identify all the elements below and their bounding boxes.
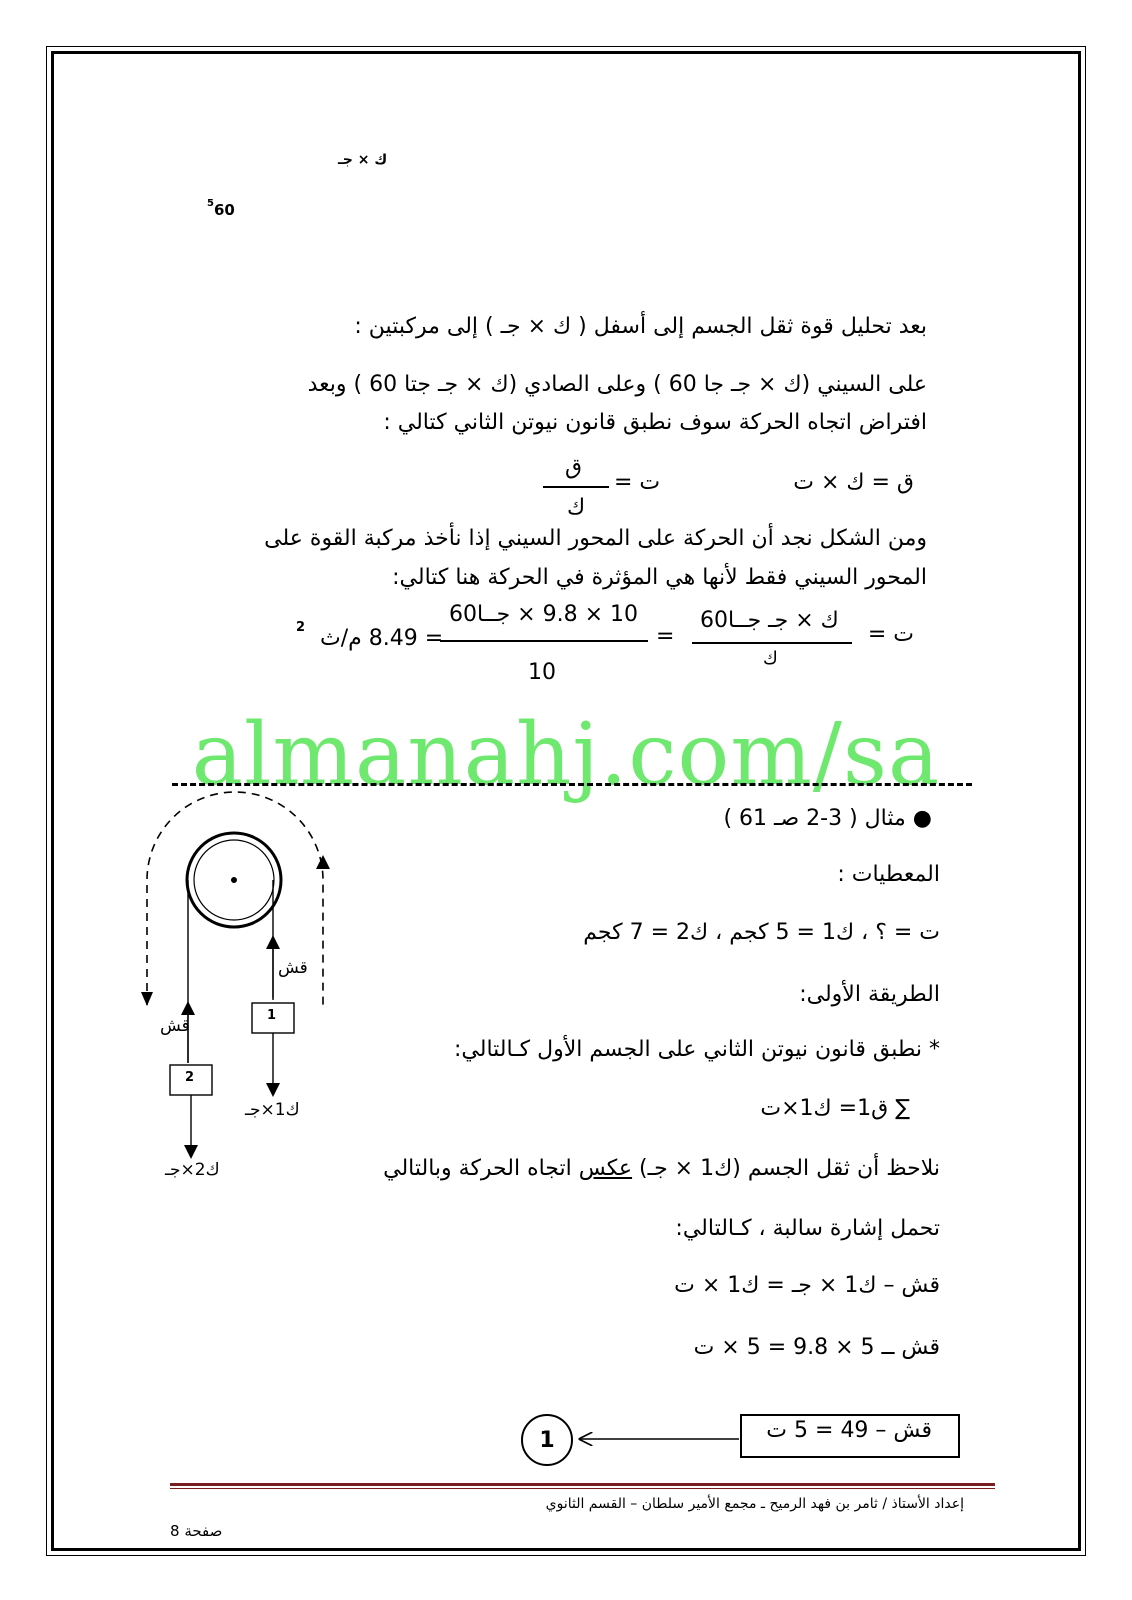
eq2-den1: ك [763,648,778,669]
paragraph-components-line1: على السيني (ك × جـ جا 60 ) وعلى الصادي (ك × جـ جتا 60 ) وبعد [307,372,927,397]
top-formula: ك × جـ [338,152,388,168]
equation-a: قش – ك1 × جـ = ك1 × ت [674,1273,940,1298]
footer-rule-thin [170,1488,995,1489]
motion-arrow-head-left [141,992,153,1006]
note-part-b: اتجاه الحركة وبالتالي [383,1156,579,1181]
pulley-axle [231,877,237,883]
paragraph-x-axis-line1: ومن الشكل نجد أن الحركة على المحور السيني إذا نأخذ مركبة القوة على [264,526,927,551]
eq2-num2: 10 × 9.8 × جــا60 [449,602,639,627]
eq2-den2: 10 [528,660,556,685]
box2-label: 2 [185,1070,195,1085]
eq2-equals: = [656,624,675,649]
weight-label-1: ك1×جـ [245,1100,300,1120]
paragraph-resolve-weight: بعد تحليل قوة ثقل الجسم إلى أسفل ( ك × جـ ) إلى مركبتين : [354,314,927,339]
method-label: الطريقة الأولى: [799,982,940,1007]
paragraph-x-axis-line2: المحور السيني فقط لأنها هي المؤثرة في الحركة هنا كتالي: [392,565,927,590]
motion-arrow-head-top [316,855,330,869]
bullet-icon: ● [905,806,932,831]
eq1-denominator: ك [567,495,586,520]
equation-b: قش ــ 5 × 9.8 = 5 × ت [693,1335,940,1360]
accel-prefix: ت = [614,470,661,495]
sixty-superscript: 5 [207,198,214,209]
weight-label-2: ك2×جـ [165,1160,220,1180]
example-title-text: مثال ( 3-2 صـ 61 ) [723,806,906,831]
box1-label: 1 [267,1008,277,1023]
givens: ت = ؟ ، ك1 = 5 كجم ، ك2 = 7 كجم [583,920,940,945]
givens-label: المعطيات : [837,862,940,887]
equation-number-circle: 1 [521,1414,573,1466]
eq1-numerator: ق [565,455,583,480]
newton-law-equation: ق = ك × ت [793,470,914,495]
note-part-a: نلاحظ أن ثقل الجسم (ك1 × جـ) [632,1156,940,1181]
watermark: almanahj.com/sa [191,705,941,805]
page-number: صفحة 8 [170,1522,223,1540]
eq2-result-superscript: 2 [296,620,306,635]
tension-label-left: قش [160,1016,190,1036]
tension-label-right: قش [278,958,308,978]
sixty-label: 60 [214,201,235,219]
eq2-num1: ك × جـ جــا60 [700,608,839,633]
eq2-t: ت = [867,622,914,647]
note-underlined-word: عكس [578,1156,633,1181]
boxed-equation: قش – 49 = 5 ت [766,1418,932,1443]
step-newton-body1: * نطبق قانون نيوتن الثاني على الجسم الأول كـالتالي: [454,1037,940,1062]
eq2-result-text: = 8.49 م/ث [320,626,444,651]
sum-force-equation: ∑ ق1= ك1×ت [760,1096,910,1121]
footer-rule [170,1483,995,1486]
footer-credit: إعداد الأستاذ / ثامر بن فهد الرميح ـ مجمع الأمير سلطان – القسم الثانوي [545,1496,964,1512]
paragraph-components-line2: افتراض اتجاه الحركة سوف نطبق قانون نيوتن الثاني كتالي : [383,410,927,435]
negative-sign-note: تحمل إشارة سالبة ، كـالتالي: [675,1216,940,1241]
